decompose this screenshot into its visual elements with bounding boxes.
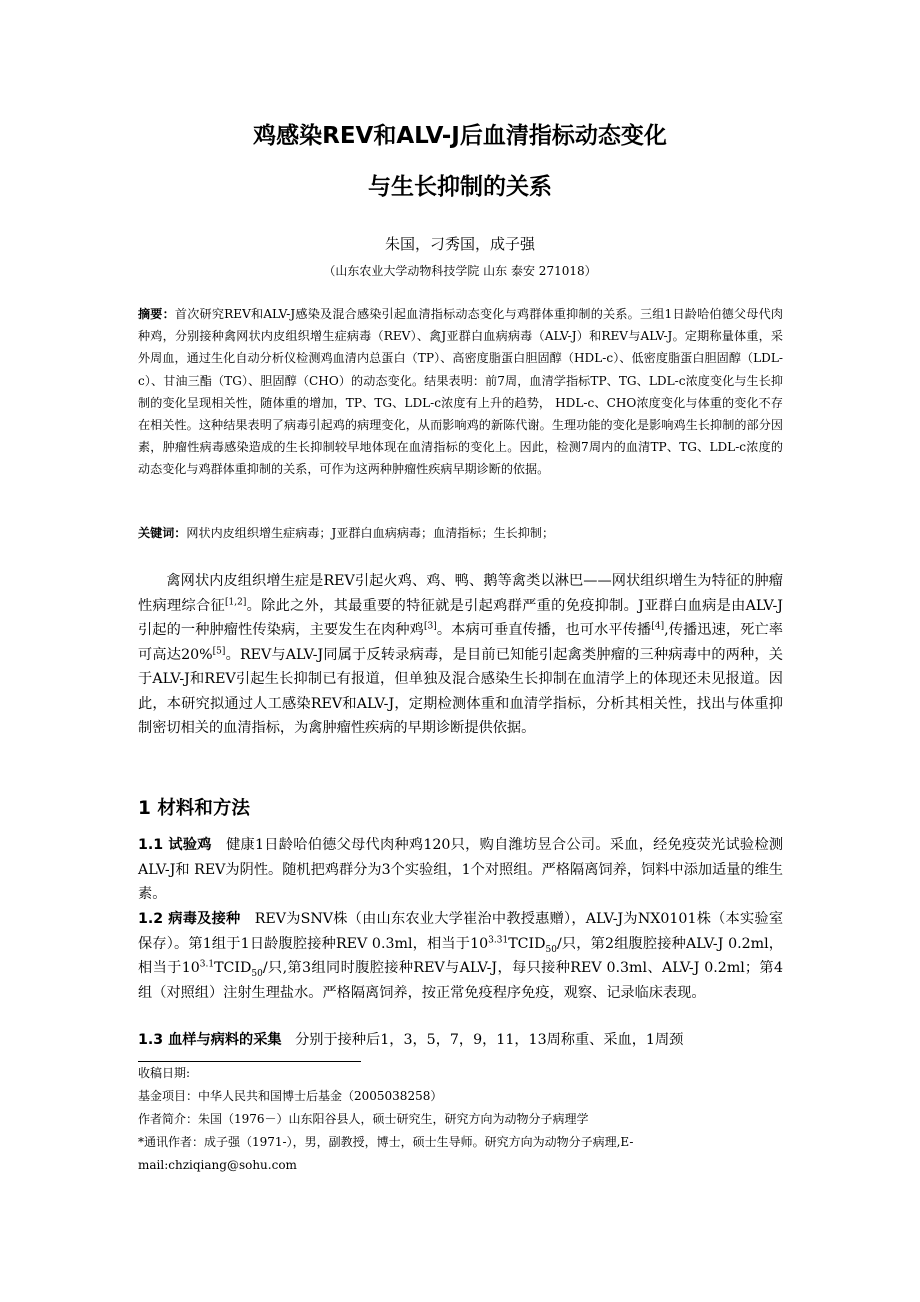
subsection-1-3 (138, 1028, 783, 1053)
subsection-label: 1.1 试验鸡 (138, 837, 212, 853)
citation: [4] (651, 621, 665, 632)
intro-text: 禽网状内皮组织增生症是REV引起火鸡、鸡、鸭、鹅等禽类以淋巴——网状组织增生为特征的肿瘤性病理综合征 (138, 573, 783, 614)
abstract-label: 摘要： (138, 307, 175, 321)
footnote-funding: 基金项目：中华人民共和国博士后基金（2005038258） (138, 1089, 443, 1103)
citation: [3] (423, 621, 437, 632)
footnote-received-date: 收稿日期: (138, 1066, 191, 1080)
section-heading-methods: 1 材料和方法 (138, 798, 250, 819)
intro-text: ,传播迅速，死亡率可高达20% (138, 622, 783, 663)
intro-text: 。除此之外，其最重要的特征就是引起鸡群严重的免疫抑制。J亚群白血病是由ALV-J引起的一种肿瘤性传染病，主要发生在肉种鸡 (138, 597, 783, 638)
keywords-text: 网状内皮组织增生症病毒；J亚群白血病病毒；血清指标；生长抑制； (186, 526, 555, 540)
subsection-text: REV为SNV株（由山东农业大学崔治中教授惠赠），ALV-J为NX0101株（本实验室保存）。第1组于1日龄腹腔接种REV 0.3ml，相当于10 (138, 911, 784, 952)
subscript: 50 (545, 944, 557, 955)
subsection-text: 分别于接种后1，3，5，7，9，11，13周称重、采血，1周颈 (295, 1032, 684, 1048)
affiliation: （山东农业大学动物科技学院 山东 泰安 271018） (323, 264, 597, 278)
exponent: 3.1 (199, 959, 215, 970)
keywords-label: 关键词： (138, 526, 187, 540)
author-list: 朱国，刁秀国，成子强 (384, 235, 535, 253)
intro-text: 。本病可垂直传播，也可水平传播 (436, 622, 652, 638)
subsection-text: 健康1日龄哈伯德父母代肉种鸡120只，购自潍坊昱合公司。采血，经免疫荧光试验检测ALV-J和 REV为阴性。随机把鸡群分为3个实验组，1个对照组。严格隔离饲养，饲料中添加适量的维生素。 (138, 837, 784, 902)
keywords (138, 523, 783, 543)
subsection-text: /只，第2组腹腔接种ALV-J 0.2ml，相当于10 (138, 935, 783, 976)
footnote-corresponding-author: *通讯作者：成子强（1971-），男，副教授，博士，硕士生导师。研究方向为动物分子病理,E-mail:chziqiang@sohu.com (138, 1135, 634, 1172)
abstract (138, 303, 783, 481)
subsection-1-2 (138, 907, 783, 1005)
intro-text: 。REV与ALV-J同属于反转录病毒，是目前已知能引起禽类肿瘤的三种病毒中的两种，关于ALV-J和REV引起生长抑制已有报道，但单独及混合感染生长抑制在血清学上的体现还未见报道。因此，本研究拟通过人工感染REV和ALV-J，定期检测体重和血清学指标，分析其相关性，找出与体重抑制密切相关的血清指标，为禽肿瘤性疾病的早期诊断提供依据。 (138, 646, 783, 736)
introduction-paragraph (138, 569, 783, 741)
paper-title-line-2: 与生长抑制的关系 (368, 174, 552, 200)
subsection-1-1 (138, 833, 783, 907)
citation: [5] (212, 645, 226, 656)
subscript: 50 (251, 968, 263, 979)
exponent: 3.31 (488, 934, 509, 945)
paper-title-line-1: 鸡感染REV和ALV-J后血清指标动态变化 (253, 123, 667, 149)
subsection-label: 1.3 血样与病料的采集 (138, 1032, 282, 1048)
citation: [1,2] (225, 596, 247, 607)
subsection-label: 1.2 病毒及接种 (138, 911, 241, 927)
abstract-text: 首次研究REV和ALV-J感染及混合感染引起血清指标动态变化与鸡群体重抑制的关系。三组1日龄哈伯德父母代肉种鸡，分别接种禽网状内皮组织增生症病毒（REV）、禽J亚群白血病病毒（ALV-J）和REV与ALV-J。定期称量体重，采外周血，通过生化自动分析仪检测鸡血清内总蛋白（TP）、高密度脂蛋白胆固醇（HDL-c）、低密度脂蛋白胆固醇（LDL-c）、甘油三酯（TG）、胆固醇（CHO）的动态变化。结果表明：前7周，血清学指标TP、TG、LDL-c浓度变化与生长抑制的变化呈现相关性，随体重的增加，TP、TG、LDL-c浓度有上升的趋势， HDL-c、CHO浓度变化与体重的变化不存在相关性。这种结果表明了病毒引起鸡的病理变化，从而影响鸡的新陈代谢。生理功能的变化是影响鸡生长抑制的部分因素，肿瘤性病毒感染造成的生长抑制较早地体现在血清指标的变化上。因此，检测7周内的血清TP、TG、LDL-c浓度的动态变化与鸡群体重抑制的关系，可作为这两种肿瘤性疾病早期诊断的依据。 (138, 307, 783, 477)
subsection-text: /只,第3组同时腹腔接种REV与ALV-J，每只接种REV 0.3ml、ALV-J 0.2ml；第4组（对照组）注射生理盐水。严格隔离饲养，按正常免疫程序免疫，观察、记录临床表现。 (138, 960, 783, 1001)
subsection-text: TCID (214, 960, 252, 976)
subsection-text: TCID (508, 935, 546, 952)
footnote-author-intro: 作者简介：朱国（1976－）山东阳谷县人，硕士研究生，研究方向为动物分子病理学 (138, 1112, 589, 1126)
